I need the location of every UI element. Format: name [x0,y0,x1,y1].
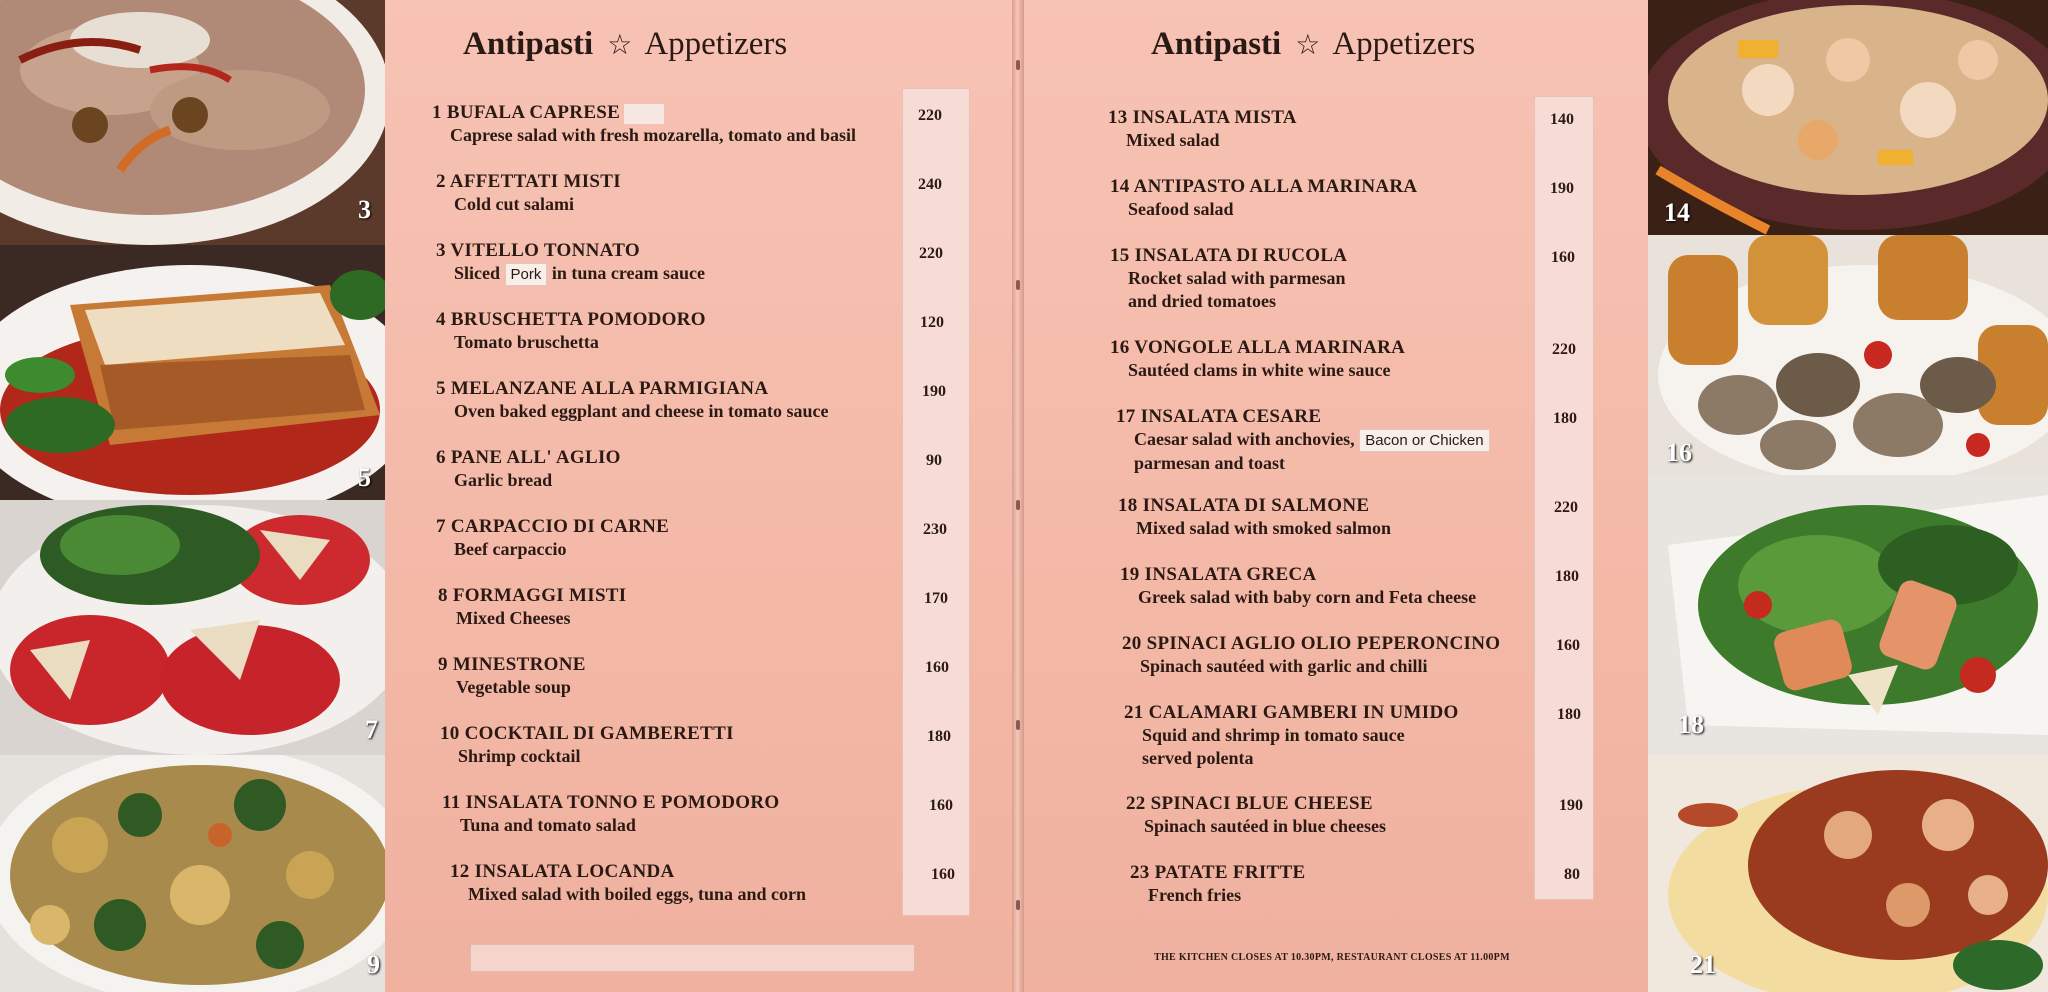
price-8: 170 [924,590,948,607]
photo-antipasto-marinara [1648,0,2048,235]
menu-item-6 [436,446,621,492]
price-12: 160 [931,866,955,883]
item-name: 5 MELANZANE ALLA PARMIGIANA [436,378,769,399]
menu-item-13 [1108,106,1297,152]
right-page-heading [1151,26,1475,63]
item-description-line2: parmesan and toast [1134,453,1286,473]
blank-sticker [624,104,664,124]
item-name: 16 VONGOLE ALLA MARINARA [1110,337,1406,358]
photo-calamari-gamberi [1648,755,2048,992]
item-name: 3 VITELLO TONNATO [436,240,640,261]
item-description: Garlic bread [454,470,553,490]
price-23: 80 [1564,866,1580,883]
menu-item-1 [432,101,856,147]
photo-carpaccio [0,500,385,755]
item-name: 11 INSALATA TONNO E POMODORO [442,792,780,813]
price-11: 160 [929,797,953,814]
price-4: 120 [920,314,944,331]
price-18: 220 [1554,499,1578,516]
photo-label-14: 14 [1664,198,1690,227]
menu-item-4 [436,308,706,354]
item-description: Sliced Pork in tuna cream sauce [436,262,705,286]
item-name: 4 BRUSCHETTA POMODORO [436,309,706,330]
spine-stitch [1016,280,1020,290]
item-name: 8 FORMAGGI MISTI [438,585,627,606]
spine-stitch [1016,900,1020,910]
menu-item-15 [1110,244,1347,313]
carpaccio-image [0,500,385,755]
menu-item-10 [440,722,734,768]
menu-item-8 [438,584,626,630]
pork-sticker: Pork [505,263,548,286]
item-name: 19 INSALATA GRECA [1120,564,1317,585]
item-name: 15 INSALATA DI RUCOLA [1110,245,1348,266]
photo-label-7: 7 [365,715,378,744]
photo-label-3: 3 [358,195,371,224]
item-name: 10 COCKTAIL DI GAMBERETTI [440,723,734,744]
item-name: 18 INSALATA DI SALMONE [1118,495,1370,516]
price-13: 140 [1550,111,1574,128]
photo-vitello-tonnato [0,0,385,245]
spine-stitch [1016,60,1020,70]
menu-item-21 [1124,701,1459,770]
menu-item-18 [1118,494,1391,540]
photo-minestrone [0,755,385,992]
menu-item-20 [1122,632,1500,678]
photo-label-18: 18 [1678,710,1704,739]
photo-label-21: 21 [1690,950,1716,979]
item-description: French fries [1148,885,1242,905]
menu-item-2 [436,170,621,216]
heading-english: Appetizers [644,26,788,62]
spine-stitch [1016,720,1020,730]
closing-hours-note: THE KITCHEN CLOSES AT 10.30PM, RESTAURANT CLOSES AT 11.00PM [1154,952,1510,963]
item-description: Shrimp cocktail [458,746,581,766]
item-description: Vegetable soup [456,677,571,697]
item-name: 23 PATATE FRITTE [1130,862,1306,883]
item-name: 2 AFFETTATI MISTI [436,171,621,192]
left-price-column [902,88,970,916]
menu-item-23 [1130,861,1305,907]
item-name: 12 INSALATA LOCANDA [450,861,675,882]
price-19: 180 [1555,568,1579,585]
item-name: 17 INSALATA CESARE [1116,406,1322,427]
price-3: 220 [919,245,943,262]
menu-item-19 [1120,563,1476,609]
menu-item-22 [1126,792,1386,838]
item-description: Beef carpaccio [454,539,567,559]
item-description: Mixed salad with smoked salmon [1136,518,1392,538]
price-17: 180 [1553,410,1577,427]
item-description: Mixed Cheeses [456,608,571,628]
item-name: 9 MINESTRONE [438,654,586,675]
item-description: Greek salad with baby corn and Feta cheese [1138,587,1477,607]
right-price-column [1534,96,1594,900]
melanzane-image [0,245,385,500]
menu-item-11 [442,791,779,837]
menu-item-5 [436,377,829,423]
item-description: Tomato bruschetta [454,332,599,352]
item-description: Sautéed clams in white wine sauce [1128,360,1391,380]
item-description: Tuna and tomato salad [460,815,636,835]
price-2: 240 [918,176,942,193]
salmon-salad-image [1648,475,2048,755]
price-22: 190 [1559,797,1583,814]
price-14: 190 [1550,180,1574,197]
item-name: 21 CALAMARI GAMBERI IN UMIDO [1124,702,1459,723]
menu-item-9 [438,653,586,699]
item-name: 6 PANE ALL' AGLIO [436,447,621,468]
heading-italian: Antipasti [1151,26,1282,62]
heading-english: Appetizers [1332,26,1476,62]
item-name: 14 ANTIPASTO ALLA MARINARA [1110,176,1418,197]
item-description: Spinach sautéed with garlic and chilli [1140,656,1428,676]
price-10: 180 [927,728,951,745]
price-16: 220 [1552,341,1576,358]
menu-item-14 [1110,175,1417,221]
menu-item-17 [1116,405,1490,475]
price-6: 90 [926,452,942,469]
left-bottom-box [470,944,915,972]
item-name: 7 CARPACCIO DI CARNE [436,516,670,537]
item-description: Caesar salad with anchovies, Bacon or Chicken [1116,428,1490,452]
vitello-tonnato-image [0,0,385,245]
item-description: Oven baked eggplant and cheese in tomato sauce [454,401,829,421]
photo-melanzane [0,245,385,500]
item-description: Spinach sautéed in blue cheeses [1144,816,1387,836]
heading-italian: Antipasti [463,26,594,62]
menu-item-12 [450,860,806,906]
item-description: Seafood salad [1128,199,1234,219]
item-description: Mixed salad with boiled eggs, tuna and corn [468,884,807,904]
item-description-line2: and dried tomatoes [1128,291,1276,311]
price-9: 160 [925,659,949,676]
price-21: 180 [1557,706,1581,723]
spine-stitch [1016,500,1020,510]
item-description: Mixed salad [1126,130,1220,150]
price-15: 160 [1551,249,1575,266]
item-description: Squid and shrimp in tomato sauce [1142,725,1405,745]
menu-item-16 [1110,336,1405,382]
price-1: 220 [918,107,942,124]
item-description: Caprese salad with fresh mozarella, tomato and basil [450,125,857,145]
item-description: Rocket salad with parmesan [1128,268,1346,288]
menu-item-3 [436,239,705,286]
star-icon: ☆ [607,30,633,61]
item-description: Cold cut salami [454,194,575,214]
minestrone-image [0,755,385,992]
price-20: 160 [1556,637,1580,654]
price-5: 190 [922,383,946,400]
item-name: 20 SPINACI AGLIO OLIO PEPERONCINO [1122,633,1501,654]
item-name: 22 SPINACI BLUE CHEESE [1126,793,1373,814]
bacon-chicken-sticker: Bacon or Chicken [1359,429,1489,452]
price-7: 230 [923,521,947,538]
item-name: 1 BUFALA CAPRESE [432,101,856,124]
photo-label-5: 5 [358,463,371,492]
photo-insalata-salmone [1648,475,2048,755]
star-icon: ☆ [1295,30,1321,61]
menu-item-7 [436,515,669,561]
left-page-heading [463,26,787,63]
photo-label-9: 9 [367,950,380,979]
item-name: 13 INSALATA MISTA [1108,107,1297,128]
seafood-salad-image [1648,0,2048,235]
clams-image [1648,235,2048,475]
item-description-line2: served polenta [1142,748,1254,768]
photo-vongole [1648,235,2048,475]
photo-label-16: 16 [1666,438,1692,467]
menu-spine [1012,0,1024,992]
